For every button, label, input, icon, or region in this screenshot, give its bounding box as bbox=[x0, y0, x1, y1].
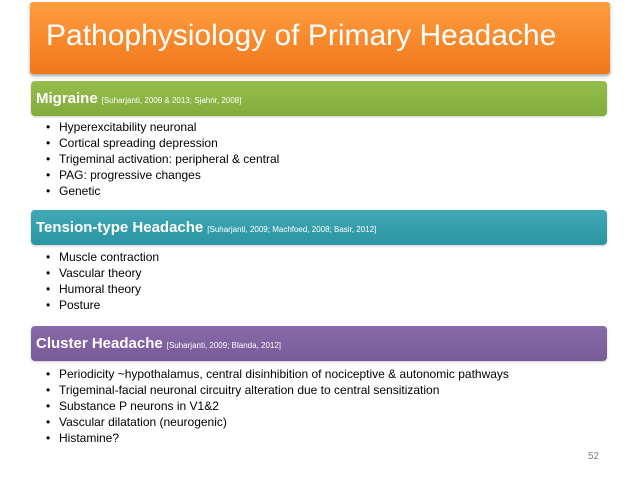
slide-title: Pathophysiology of Primary Headache bbox=[46, 19, 557, 52]
section-reference-tension: [Suharjanti, 2009; Machfoed, 2008; Basir, 2012] bbox=[207, 225, 377, 234]
list-item bbox=[46, 151, 279, 167]
title-banner bbox=[30, 2, 610, 74]
list-item-text: Vascular dilatation (neurogenic) bbox=[59, 415, 227, 429]
bullet-list-tension bbox=[46, 249, 159, 313]
bullet-icon: • bbox=[46, 367, 51, 381]
list-item-text: Genetic bbox=[59, 184, 101, 198]
bullet-icon: • bbox=[46, 399, 51, 413]
section-header-cluster bbox=[31, 326, 607, 361]
list-item bbox=[46, 297, 159, 313]
list-item bbox=[46, 366, 509, 382]
list-item-text: Vascular theory bbox=[59, 266, 142, 280]
list-item-text: Hyperexcitability neuronal bbox=[59, 120, 197, 134]
list-item-text: Trigeminal-facial neuronal circuitry alteration due to central sensitization bbox=[59, 383, 440, 397]
section-reference-migraine: [Suharjanti, 2009 & 2013; Sjahrir, 2008] bbox=[101, 96, 242, 105]
section-title-cluster: Cluster Headache bbox=[36, 335, 163, 352]
bullet-icon: • bbox=[46, 298, 51, 312]
bullet-icon: • bbox=[46, 120, 51, 134]
list-item bbox=[46, 183, 279, 199]
list-item bbox=[46, 167, 279, 183]
list-item-text: PAG: progressive changes bbox=[59, 168, 201, 182]
list-item bbox=[46, 382, 509, 398]
bullet-icon: • bbox=[46, 250, 51, 264]
list-item-text: Muscle contraction bbox=[59, 250, 160, 264]
bullet-list-cluster bbox=[46, 366, 509, 446]
section-header-migraine bbox=[31, 81, 607, 116]
bullet-icon: • bbox=[46, 383, 51, 397]
list-item bbox=[46, 414, 509, 430]
list-item-text: Histamine? bbox=[59, 431, 120, 445]
list-item bbox=[46, 265, 159, 281]
list-item-text: Humoral theory bbox=[59, 282, 142, 296]
list-item bbox=[46, 398, 509, 414]
list-item bbox=[46, 135, 279, 151]
slide-number: 52 bbox=[588, 451, 600, 462]
list-item bbox=[46, 249, 159, 265]
bullet-icon: • bbox=[46, 415, 51, 429]
list-item-text: Trigeminal activation: peripheral & central bbox=[59, 152, 280, 166]
section-title-tension: Tension-type Headache bbox=[36, 219, 204, 236]
list-item-text: Substance P neurons in V1&2 bbox=[59, 399, 219, 413]
bullet-icon: • bbox=[46, 184, 51, 198]
bullet-icon: • bbox=[46, 266, 51, 280]
bullet-icon: • bbox=[46, 431, 51, 445]
list-item bbox=[46, 430, 509, 446]
bullet-icon: • bbox=[46, 168, 51, 182]
bullet-list-migraine bbox=[46, 119, 279, 199]
section-reference-cluster: [Suharjanti, 2009; Blanda, 2012] bbox=[166, 341, 282, 350]
list-item-text: Cortical spreading depression bbox=[59, 136, 218, 150]
bullet-icon: • bbox=[46, 152, 51, 166]
list-item bbox=[46, 119, 279, 135]
section-header-tension bbox=[31, 210, 607, 245]
bullet-icon: • bbox=[46, 136, 51, 150]
section-title-migraine: Migraine bbox=[36, 90, 98, 107]
list-item bbox=[46, 281, 159, 297]
bullet-icon: • bbox=[46, 282, 51, 296]
list-item-text: Posture bbox=[59, 298, 101, 312]
list-item-text: Periodicity ~hypothalamus, central disinhibition of nociceptive & autonomic pathways bbox=[59, 367, 509, 381]
